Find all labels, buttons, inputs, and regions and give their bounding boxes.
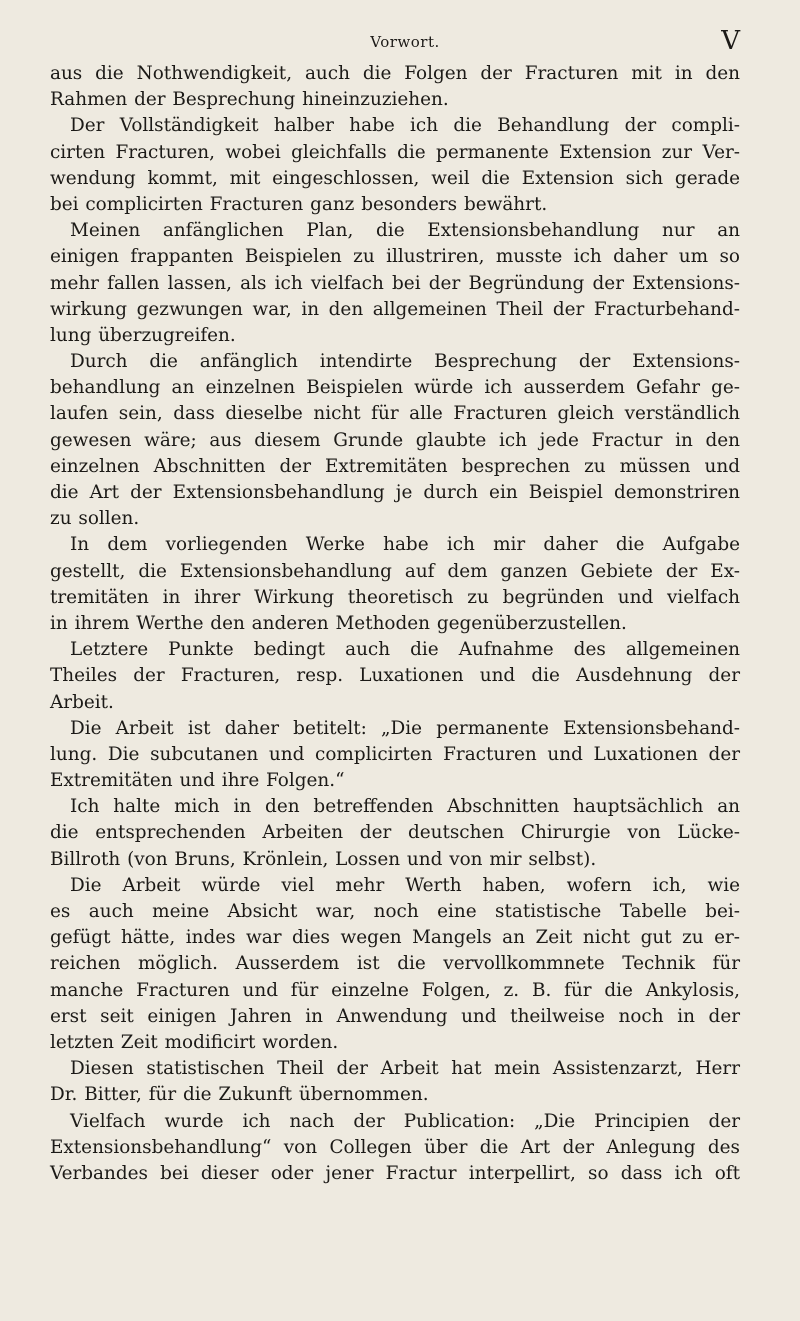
text-line: Diesen statistischen Theil der Arbeit hat mein Assistenzarzt, Herr: [70, 1058, 740, 1080]
text-line: reichen möglich. Ausserdem ist die vervollkommnete Technik für: [50, 953, 740, 975]
page-number: V: [721, 26, 740, 56]
text-line: aus die Nothwendigkeit, auch die Folgen der Fracturen mit in den: [50, 63, 740, 84]
text-line: mehr fallen lassen, als ich vielfach bei der Begründung der Extensions-: [50, 272, 740, 294]
text-line: bei complicirten Fracturen ganz besonders bewährt.: [50, 193, 548, 215]
text-line: Extremitäten und ihre Folgen.“: [50, 770, 345, 792]
text-line: In dem vorliegenden Werke habe ich mir daher die Aufgabe: [70, 534, 740, 556]
text-line: tremitäten in ihrer Wirkung theoretisch zu begründen und vielfach: [50, 586, 740, 608]
text-line: erst seit einigen Jahren in Anwendung und theilweise noch in der: [50, 1005, 740, 1027]
text-line: cirten Fracturen, wobei gleichfalls die permanente Extension zur Ver-: [50, 141, 740, 163]
text-line: gewesen wäre; aus diesem Grunde glaubte ich jede Fractur in den: [50, 429, 740, 451]
text-line: letzten Zeit modificirt worden.: [50, 1031, 339, 1053]
text-line: wendung kommt, mit eingeschlossen, weil die Extension sich gerade: [50, 167, 740, 189]
text-line: gefügt hätte, indes war dies wegen Mangels an Zeit nicht gut zu er-: [50, 927, 740, 949]
text-line: einzelnen Abschnitten der Extremitäten besprechen zu müssen und: [50, 455, 740, 477]
text-line: Extensionsbehandlung“ von Collegen über die Art der Anlegung des: [50, 1136, 740, 1158]
text-line: Theiles der Fracturen, resp. Luxationen und die Ausdehnung der: [50, 665, 740, 687]
text-line: Letztere Punkte bedingt auch die Aufnahme des allgemeinen: [70, 639, 740, 661]
text-line: laufen sein, dass dieselbe nicht für alle Fracturen gleich verständlich: [50, 403, 740, 425]
text-line: Der Vollständigkeit halber habe ich die Behandlung der compli-: [70, 115, 740, 137]
text-line: Die Arbeit ist daher betitelt: „Die permanente Extensionsbehand-: [70, 717, 740, 739]
text-line: behandlung an einzelnen Beispielen würde ich ausserdem Gefahr ge-: [50, 377, 740, 399]
text-line: Meinen anfänglichen Plan, die Extensionsbehandlung nur an: [70, 220, 740, 242]
text-line: Ich halte mich in den betreffenden Abschnitten hauptsächlich an: [70, 796, 740, 818]
text-line: Billroth (von Bruns, Krönlein, Lossen und von mir selbst).: [50, 848, 597, 870]
text-line: es auch meine Absicht war, noch eine statistische Tabelle bei-: [50, 901, 740, 922]
text-line: Vielfach wurde ich nach der Publication: „Die Principien der: [70, 1110, 740, 1132]
text-line: lung überzugreifen.: [50, 324, 236, 346]
text-line: Arbeit.: [50, 691, 114, 713]
text-line: die Art der Extensionsbehandlung je durch ein Beispiel demonstriren: [50, 482, 740, 503]
text-line: Die Arbeit würde viel mehr Werth haben, wofern ich, wie: [70, 874, 740, 896]
text-line: Rahmen der Besprechung hineinzuziehen.: [50, 89, 449, 111]
running-head: [50, 0, 740, 56]
running-head-title: Vorwort.: [370, 33, 440, 51]
text-line: gestellt, die Extensionsbehandlung auf dem ganzen Gebiete der Ex-: [50, 560, 740, 582]
text-line: einigen frappanten Beispielen zu illustriren, musste ich daher um so: [50, 246, 740, 268]
text-line: lung. Die subcutanen und complicirten Fracturen und Luxationen der: [50, 743, 740, 765]
text-line: in ihrem Werthe den anderen Methoden gegenüberzustellen.: [50, 612, 627, 634]
text-line: Verbandes bei dieser oder jener Fractur interpellirt, so dass ich oft: [50, 1162, 740, 1184]
body-text: [50, 61, 740, 1187]
text-line: Dr. Bitter, für die Zukunft übernommen.: [50, 1084, 429, 1106]
text-line: Durch die anfänglich intendirte Besprechung der Extensions-: [70, 351, 740, 373]
text-line: wirkung gezwungen war, in den allgemeinen Theil der Fracturbehand-: [50, 298, 740, 320]
text-line: die entsprechenden Arbeiten der deutschen Chirurgie von Lücke-: [50, 822, 740, 844]
text-line: zu sollen.: [50, 508, 140, 530]
text-line: manche Fracturen und für einzelne Folgen, z. B. für die Ankylosis,: [50, 979, 740, 1001]
